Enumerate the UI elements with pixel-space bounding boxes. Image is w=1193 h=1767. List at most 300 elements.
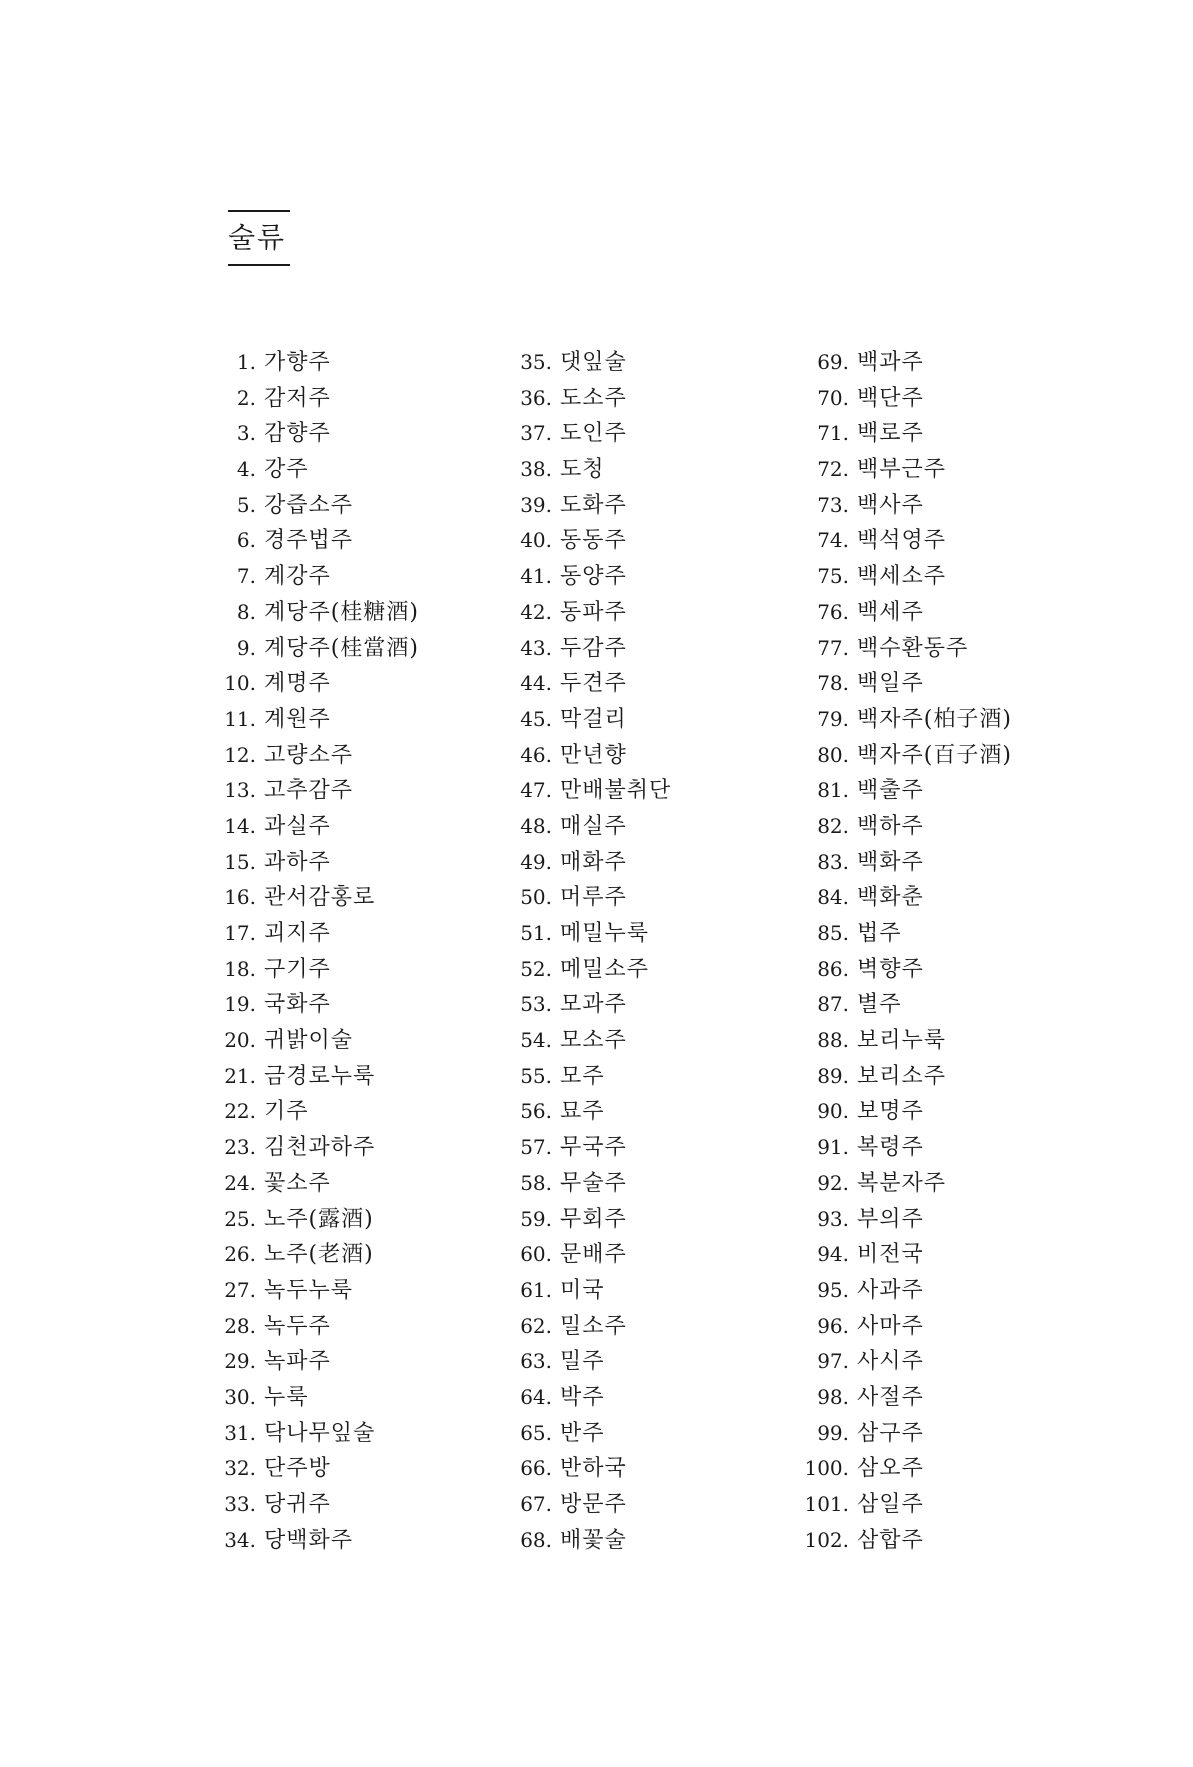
item-name: 김천과하주	[264, 1135, 376, 1161]
list-item	[496, 845, 671, 881]
item-number: 60.	[520, 1242, 552, 1267]
item-number: 16.	[224, 885, 256, 910]
item-name: 댓잎술	[560, 350, 627, 375]
item-name: 강즙소주	[264, 492, 354, 518]
item-number: 49.	[520, 849, 552, 874]
item-name: 동파주	[560, 599, 627, 625]
item-number: 33.	[224, 1492, 256, 1516]
item-number: 98.	[817, 1384, 849, 1409]
item-name: 고량소주	[264, 742, 354, 768]
item-number: 53.	[520, 992, 552, 1017]
item-name: 계명주	[264, 671, 331, 697]
item-name: 사시주	[857, 1349, 924, 1375]
item-name: 별주	[857, 992, 902, 1018]
list-item	[793, 631, 1012, 667]
item-number: 15.	[224, 849, 256, 874]
item-name: 벽향주	[857, 956, 924, 982]
item-name: 국화주	[264, 992, 331, 1018]
list-item	[793, 1416, 1012, 1452]
item-name: 반하국	[560, 1456, 627, 1482]
item-name: 복령주	[857, 1135, 924, 1161]
item-name: 두감주	[560, 635, 627, 661]
item-number: 42.	[520, 599, 552, 624]
item-name: 누룩	[264, 1384, 309, 1410]
list-item	[200, 416, 419, 452]
item-name: 과실주	[264, 813, 331, 839]
list-item	[200, 987, 419, 1023]
item-name: 백화주	[857, 849, 924, 875]
item-name: 동양주	[560, 564, 627, 590]
item-number: 2.	[236, 385, 256, 410]
item-number: 57.	[520, 1135, 552, 1160]
list-item	[496, 381, 671, 417]
item-name: 두견주	[560, 671, 627, 697]
item-number: 12.	[224, 742, 256, 767]
list-item	[496, 916, 671, 952]
item-name: 밀소주	[560, 1313, 627, 1339]
index-column-3	[793, 345, 1012, 1558]
list-item	[496, 1094, 671, 1130]
list-item	[496, 1487, 671, 1523]
item-number: 82.	[817, 813, 849, 838]
list-item	[496, 523, 671, 559]
list-item	[200, 809, 419, 845]
item-number: 95.	[817, 1277, 849, 1302]
item-number: 38.	[520, 457, 552, 482]
item-number: 43.	[520, 635, 552, 660]
list-item	[793, 1059, 1012, 1095]
item-number: 76.	[817, 599, 849, 624]
item-name: 사과주	[857, 1277, 924, 1303]
list-item	[200, 1130, 419, 1166]
item-number: 34.	[224, 1527, 256, 1552]
section-title: 술류	[228, 221, 287, 254]
item-number: 28.	[224, 1313, 256, 1338]
item-number: 84.	[817, 885, 849, 910]
list-item	[793, 381, 1012, 417]
item-name: 무회주	[560, 1206, 627, 1232]
list-item	[496, 345, 671, 381]
item-number: 39.	[520, 492, 552, 517]
list-item	[200, 1059, 419, 1095]
item-name: 매실주	[560, 813, 627, 839]
item-name: 백과주	[857, 350, 924, 375]
item-name: 닥나무잎술	[264, 1420, 376, 1446]
item-number: 47.	[520, 778, 552, 803]
item-number: 89.	[817, 1063, 849, 1088]
item-number: 13.	[224, 778, 256, 803]
item-name: 계강주	[264, 564, 331, 590]
item-number: 8.	[236, 599, 256, 624]
list-item	[793, 1487, 1012, 1523]
list-item	[200, 381, 419, 417]
item-name: 백자주(柏子酒)	[857, 706, 1012, 732]
list-item	[200, 488, 419, 524]
item-name: 머루주	[560, 885, 627, 911]
item-name: 과하주	[264, 849, 331, 875]
list-item	[496, 666, 671, 702]
item-name: 모과주	[560, 992, 627, 1018]
item-number: 48.	[520, 813, 552, 838]
item-name: 무술주	[560, 1170, 627, 1196]
list-item	[793, 773, 1012, 809]
item-name: 강주	[264, 457, 309, 483]
item-number: 97.	[817, 1349, 849, 1374]
item-number: 26.	[224, 1242, 256, 1267]
item-number: 23.	[224, 1135, 256, 1160]
item-name: 모주	[560, 1063, 605, 1089]
list-item	[496, 488, 671, 524]
item-number: 35.	[520, 350, 552, 374]
item-number: 85.	[817, 921, 849, 945]
item-name: 감향주	[264, 421, 331, 447]
item-number: 96.	[817, 1313, 849, 1338]
item-name: 삼합주	[857, 1527, 924, 1553]
list-item	[793, 1023, 1012, 1059]
item-name: 매화주	[560, 849, 627, 875]
list-item	[200, 1344, 419, 1380]
list-item	[200, 880, 419, 916]
list-item	[793, 416, 1012, 452]
item-name: 복분자주	[857, 1170, 947, 1196]
item-number: 72.	[817, 457, 849, 482]
list-item	[200, 1166, 419, 1202]
list-item	[496, 1416, 671, 1452]
item-number: 79.	[817, 706, 849, 731]
item-name: 백화춘	[857, 885, 924, 911]
item-name: 삼오주	[857, 1456, 924, 1482]
item-name: 금경로누룩	[264, 1063, 376, 1089]
list-item	[793, 1309, 1012, 1345]
list-item	[793, 1451, 1012, 1487]
item-number: 75.	[817, 564, 849, 589]
item-number: 9.	[236, 635, 256, 660]
item-name: 백로주	[857, 421, 924, 447]
item-name: 삼구주	[857, 1420, 924, 1446]
item-name: 배꽃술	[560, 1527, 627, 1553]
item-number: 17.	[224, 921, 256, 945]
list-item	[793, 987, 1012, 1023]
section-heading	[228, 210, 290, 266]
list-item	[200, 1273, 419, 1309]
list-item	[496, 1380, 671, 1416]
item-number: 1.	[236, 350, 256, 374]
list-item	[496, 952, 671, 988]
item-number: 94.	[817, 1242, 849, 1267]
list-item	[200, 1416, 419, 1452]
item-number: 41.	[520, 564, 552, 589]
list-item	[793, 1166, 1012, 1202]
list-item	[496, 1023, 671, 1059]
item-name: 도화주	[560, 492, 627, 518]
item-name: 메밀누룩	[560, 921, 650, 946]
item-name: 노주(露酒)	[264, 1206, 374, 1232]
list-item	[200, 916, 419, 952]
item-number: 58.	[520, 1170, 552, 1195]
item-number: 71.	[817, 421, 849, 446]
list-item	[200, 1202, 419, 1238]
item-number: 36.	[520, 385, 552, 410]
item-number: 20.	[224, 1028, 256, 1053]
item-name: 백자주(百子酒)	[857, 742, 1012, 768]
list-item	[200, 952, 419, 988]
list-item	[793, 880, 1012, 916]
item-name: 미국	[560, 1277, 605, 1303]
list-item	[496, 1523, 671, 1559]
item-name: 백단주	[857, 385, 924, 411]
list-item	[793, 1523, 1012, 1559]
list-item	[793, 452, 1012, 488]
list-item	[200, 1309, 419, 1345]
item-name: 메밀소주	[560, 956, 650, 982]
list-item	[793, 809, 1012, 845]
list-item	[200, 1380, 419, 1416]
item-name: 백일주	[857, 671, 924, 697]
list-item	[793, 559, 1012, 595]
item-name: 만년향	[560, 742, 627, 768]
item-number: 92.	[817, 1170, 849, 1195]
item-number: 59.	[520, 1206, 552, 1231]
item-name: 괴지주	[264, 921, 331, 946]
list-item	[793, 1273, 1012, 1309]
item-number: 69.	[817, 350, 849, 374]
item-name: 계원주	[264, 706, 331, 732]
list-item	[496, 452, 671, 488]
list-item	[793, 1237, 1012, 1273]
item-number: 32.	[224, 1456, 256, 1481]
item-number: 3.	[236, 421, 256, 446]
list-item	[200, 523, 419, 559]
item-name: 노주(老酒)	[264, 1242, 374, 1268]
item-name: 백석영주	[857, 528, 947, 554]
item-name: 백세소주	[857, 564, 947, 590]
item-name: 법주	[857, 921, 902, 946]
item-number: 19.	[224, 992, 256, 1017]
item-number: 18.	[224, 956, 256, 981]
item-name: 단주방	[264, 1456, 331, 1482]
item-name: 박주	[560, 1384, 605, 1410]
item-name: 사마주	[857, 1313, 924, 1339]
item-name: 밀주	[560, 1349, 605, 1375]
list-item	[496, 880, 671, 916]
list-item	[793, 666, 1012, 702]
item-name: 당귀주	[264, 1492, 331, 1517]
list-item	[200, 452, 419, 488]
item-number: 29.	[224, 1349, 256, 1374]
item-name: 계당주(桂當酒)	[264, 635, 419, 661]
item-name: 녹두주	[264, 1313, 331, 1339]
item-name: 백하주	[857, 813, 924, 839]
item-number: 14.	[224, 813, 256, 838]
item-number: 68.	[520, 1527, 552, 1552]
heading-bottom-rule	[228, 264, 290, 266]
item-number: 63.	[520, 1349, 552, 1374]
item-name: 감저주	[264, 385, 331, 411]
item-name: 녹두누룩	[264, 1277, 354, 1303]
item-name: 비전국	[857, 1242, 924, 1268]
list-item	[496, 631, 671, 667]
list-item	[496, 559, 671, 595]
item-name: 고추감주	[264, 778, 354, 804]
item-number: 45.	[520, 706, 552, 731]
list-item	[496, 1451, 671, 1487]
list-item	[496, 1273, 671, 1309]
list-item	[793, 916, 1012, 952]
list-item	[496, 1059, 671, 1095]
item-number: 78.	[817, 671, 849, 696]
item-name: 모소주	[560, 1028, 627, 1054]
item-number: 44.	[520, 671, 552, 696]
item-number: 64.	[520, 1384, 552, 1409]
item-name: 백출주	[857, 778, 924, 804]
item-number: 21.	[224, 1063, 256, 1088]
list-item	[496, 416, 671, 452]
item-name: 가향주	[264, 350, 331, 375]
item-number: 11.	[224, 706, 256, 731]
list-item	[200, 1451, 419, 1487]
item-name: 동동주	[560, 528, 627, 554]
item-number: 25.	[224, 1206, 256, 1231]
item-number: 24.	[224, 1170, 256, 1195]
item-number: 56.	[520, 1099, 552, 1124]
item-number: 7.	[236, 564, 256, 589]
item-name: 기주	[264, 1099, 309, 1125]
item-name: 꽃소주	[264, 1170, 331, 1196]
item-name: 경주법주	[264, 528, 354, 554]
item-number: 54.	[520, 1028, 552, 1053]
list-item	[200, 702, 419, 738]
list-item	[496, 702, 671, 738]
item-name: 백수환동주	[857, 635, 969, 661]
item-name: 사절주	[857, 1384, 924, 1410]
item-name: 백세주	[857, 599, 924, 625]
index-column-2	[496, 345, 671, 1558]
item-number: 4.	[236, 457, 256, 482]
item-number: 73.	[817, 492, 849, 517]
list-item	[496, 595, 671, 631]
item-name: 백부근주	[857, 457, 947, 483]
item-number: 77.	[817, 635, 849, 660]
item-name: 막걸리	[560, 706, 627, 732]
item-number: 81.	[817, 778, 849, 803]
list-item	[200, 1023, 419, 1059]
list-item	[496, 1130, 671, 1166]
item-number: 66.	[520, 1456, 552, 1481]
list-item	[200, 631, 419, 667]
item-name: 도인주	[560, 421, 627, 447]
list-item	[200, 1237, 419, 1273]
item-number: 52.	[520, 956, 552, 981]
list-item	[496, 1309, 671, 1345]
item-number: 27.	[224, 1277, 256, 1302]
index-column-1	[200, 345, 419, 1558]
item-number: 74.	[817, 528, 849, 553]
list-item	[496, 809, 671, 845]
item-name: 묘주	[560, 1099, 605, 1125]
list-item	[496, 987, 671, 1023]
list-item	[200, 666, 419, 702]
list-item	[793, 952, 1012, 988]
item-name: 반주	[560, 1420, 605, 1446]
item-number: 51.	[520, 921, 552, 945]
item-name: 보명주	[857, 1099, 924, 1125]
item-name: 귀밝이술	[264, 1028, 354, 1054]
list-item	[793, 595, 1012, 631]
list-item	[496, 1237, 671, 1273]
item-number: 40.	[520, 528, 552, 553]
item-name: 보리누룩	[857, 1028, 947, 1054]
list-item	[200, 1523, 419, 1559]
item-name: 문배주	[560, 1242, 627, 1268]
item-name: 도소주	[560, 385, 627, 411]
list-item	[793, 488, 1012, 524]
item-number: 50.	[520, 885, 552, 910]
list-item	[200, 1094, 419, 1130]
item-number: 93.	[817, 1206, 849, 1231]
item-number: 6.	[236, 528, 256, 553]
list-item	[200, 845, 419, 881]
item-number: 80.	[817, 742, 849, 767]
item-number: 62.	[520, 1313, 552, 1338]
list-item	[793, 702, 1012, 738]
item-number: 5.	[236, 492, 256, 517]
list-item	[793, 1130, 1012, 1166]
item-number: 70.	[817, 385, 849, 410]
list-item	[496, 773, 671, 809]
item-number: 83.	[817, 849, 849, 874]
list-item	[793, 738, 1012, 774]
item-name: 부의주	[857, 1206, 924, 1232]
item-name: 삼일주	[857, 1492, 924, 1517]
list-item	[200, 1487, 419, 1523]
item-number: 99.	[817, 1420, 849, 1445]
item-number: 102.	[804, 1527, 849, 1552]
list-item	[200, 345, 419, 381]
item-number: 65.	[520, 1420, 552, 1445]
list-item	[793, 845, 1012, 881]
item-name: 도청	[560, 457, 605, 483]
list-item	[200, 773, 419, 809]
list-item	[793, 345, 1012, 381]
list-item	[793, 1094, 1012, 1130]
list-item	[496, 1344, 671, 1380]
list-item	[496, 1166, 671, 1202]
item-number: 67.	[520, 1492, 552, 1516]
list-item	[200, 559, 419, 595]
item-number: 55.	[520, 1063, 552, 1088]
list-item	[496, 738, 671, 774]
item-number: 10.	[224, 671, 256, 696]
item-name: 보리소주	[857, 1063, 947, 1089]
list-item	[793, 1202, 1012, 1238]
item-name: 계당주(桂糖酒)	[264, 599, 419, 625]
list-item	[793, 1344, 1012, 1380]
list-item	[496, 1202, 671, 1238]
item-name: 만배불취단	[560, 778, 672, 804]
item-number: 30.	[224, 1384, 256, 1409]
item-number: 86.	[817, 956, 849, 981]
item-number: 101.	[804, 1492, 849, 1516]
item-name: 방문주	[560, 1492, 627, 1517]
item-number: 90.	[817, 1099, 849, 1124]
item-number: 46.	[520, 742, 552, 767]
list-item	[200, 738, 419, 774]
list-item	[793, 523, 1012, 559]
item-name: 백사주	[857, 492, 924, 518]
item-number: 100.	[804, 1456, 849, 1481]
item-name: 구기주	[264, 956, 331, 982]
list-item	[200, 595, 419, 631]
